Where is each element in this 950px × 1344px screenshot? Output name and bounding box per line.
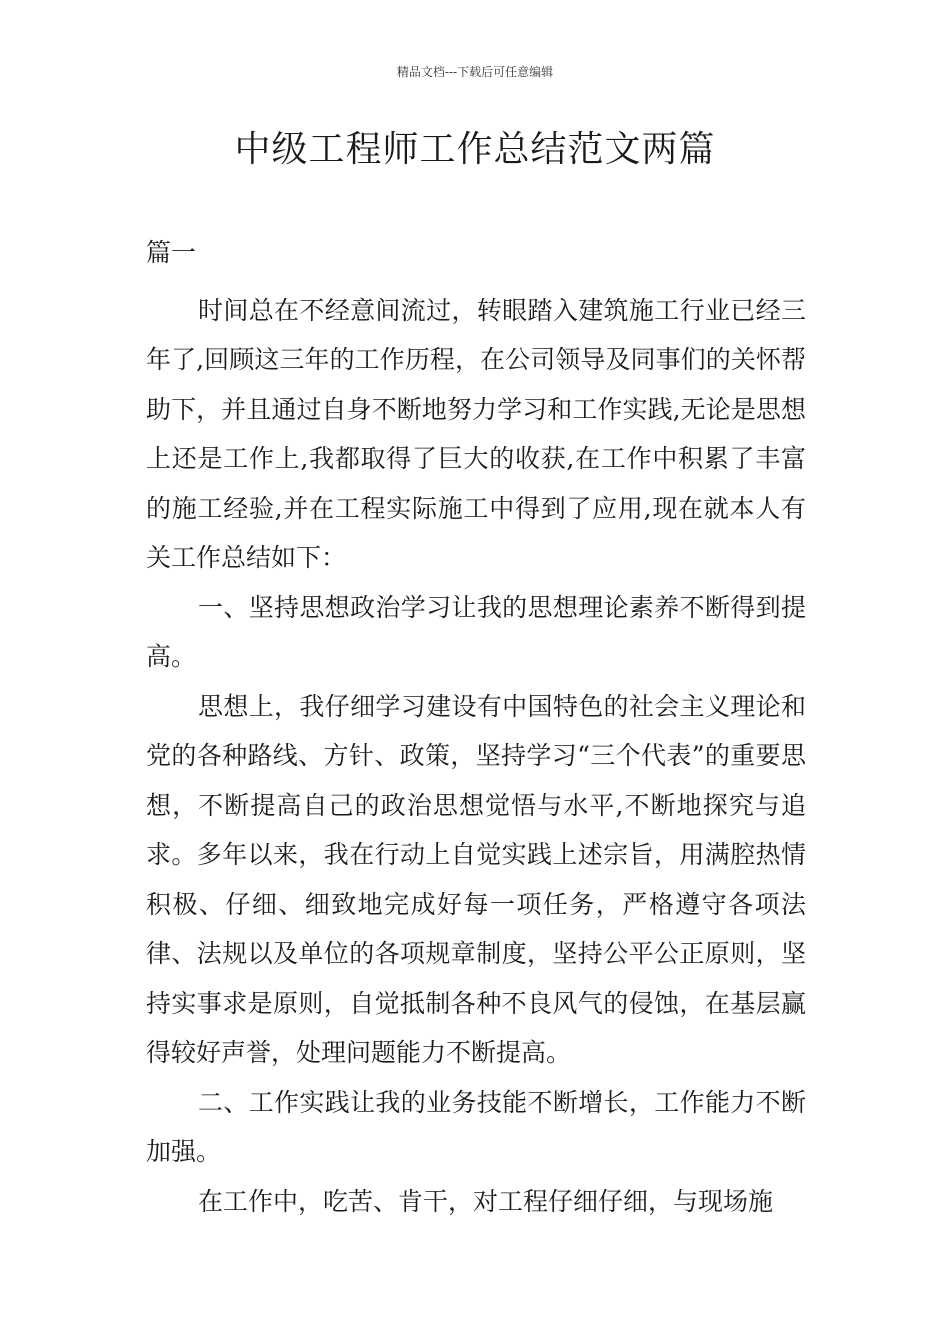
header-watermark-text: 精品文档---下载后可任意编辑 [396, 65, 554, 79]
paragraph-heading-one: 一、坚持思想政治学习让我的思想理论素养不断得到提高。 [146, 592, 806, 671]
section-label: 篇一 [146, 238, 197, 267]
page-header [0, 64, 950, 80]
document-body [146, 228, 806, 1226]
document-title: 中级工程师工作总结范文两篇 [234, 129, 716, 170]
paragraph-heading-two: 二、工作实践让我的业务技能不断增长，工作能力不断加强。 [146, 1087, 806, 1166]
paragraph-ideology: 思想上，我仔细学习建设有中国特色的社会主义理论和党的各种路线、方针、政策，坚持学习“三个代表”的重要思想，不断提高自己的政治思想觉悟与水平,不断地探究与追求。多年以来，我在行动上自觉实践上述宗旨，用满腔热情积极、仔细、细致地完成好每一项任务，严格遵守各项法律、法规以及单位的各项规章制度，坚持公平公正原则，坚持实事求是原则，自觉抵制各种不良风气的侵蚀，在基层赢得较好声誉，处理问题能力不断提高。 [146, 691, 806, 1067]
paragraph-intro: 时间总在不经意间流过，转眼踏入建筑施工行业已经三年了,回顾这三年的工作历程，在公司领导及同事们的关怀帮助下，并且通过自身不断地努力学习和工作实践,无论是思想上还是工作上,我都取得了巨大的收获,在工作中积累了丰富的施工经验,并在工程实际施工中得到了应用,现在就本人有关工作总结如下： [146, 295, 806, 572]
paragraph-work: 在工作中，吃苦、肯干，对工程仔细仔细，与现场施 [198, 1186, 774, 1216]
